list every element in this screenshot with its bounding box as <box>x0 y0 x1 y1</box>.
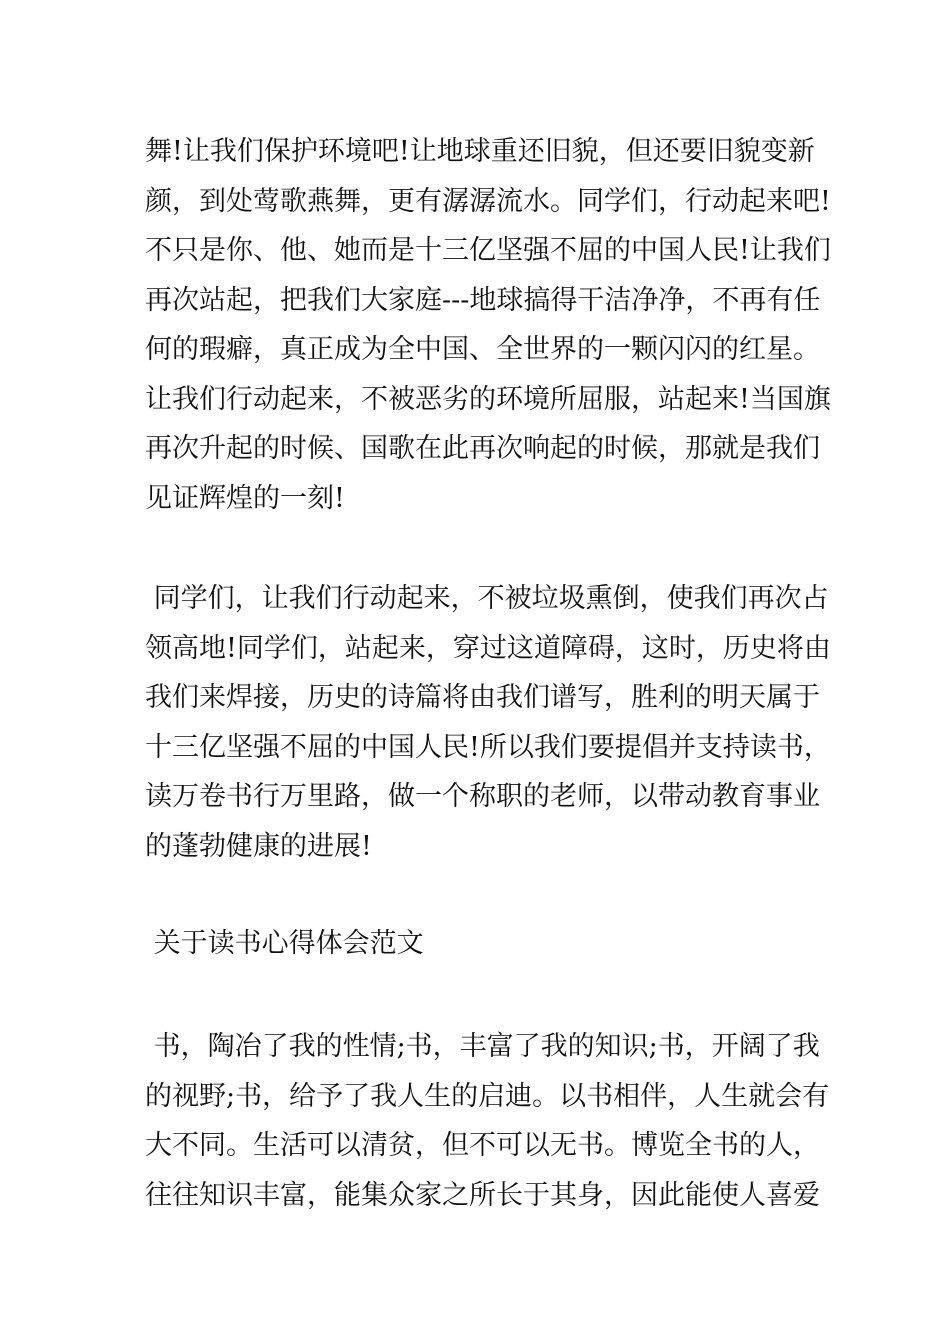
text-line: 我们来焊接，历史的诗篇将由我们谱写，胜利的明天属于 <box>145 682 820 713</box>
text-line: 让我们行动起来，不被恶劣的环境所屈服，站起来!当国旗 <box>145 383 831 415</box>
text-line: 再次升起的时候、国歌在此再次响起的时候，那就是我们 <box>145 433 820 464</box>
section-heading <box>145 919 809 969</box>
text-line: 再次站起，把我们大家庭---地球搞得干洁净净，不再有任 <box>145 284 821 316</box>
heading-text: 关于读书心得体会范文 <box>145 928 424 959</box>
text-line: 领高地!同学们，站起来，穿过这道障碍，这时，历史将由 <box>145 632 831 664</box>
paragraph-environment <box>145 127 831 523</box>
paragraph-call-to-action <box>145 574 831 871</box>
text-line: 往往知识丰富，能集众家之所长于其身，因此能使人喜爱 <box>145 1179 820 1211</box>
text-line: 读万卷书行万里路，做一个称职的老师，以带动教育事业 <box>145 781 820 812</box>
text-line: 颜，到处莺歌燕舞，更有潺潺流水。同学们，行动起来吧! <box>145 185 831 217</box>
text-line: 大不同。生活可以清贫，但不可以无书。博览全书的人， <box>145 1130 820 1161</box>
text-line: 的蓬勃健康的进展! <box>145 830 372 862</box>
paragraph-reading <box>145 1022 830 1220</box>
text-line: 何的瑕癖，真正成为全中国、全世界的一颗闪闪的红星。 <box>145 334 820 365</box>
text-line: 见证辉煌的一刻! <box>145 482 345 514</box>
text-line: 同学们，让我们行动起来，不被垃圾熏倒，使我们再次占 <box>145 583 829 614</box>
text-line: 十三亿坚强不屈的中国人民!所以我们要提倡并支持读书， <box>145 731 831 763</box>
text-line: 舞!让我们保护环境吧!让地球重还旧貌，但还要旧貌变新 <box>145 136 815 167</box>
text-line: 的视野;书，给予了我人生的启迪。以书相伴，人生就会有 <box>145 1080 830 1112</box>
text-line: 不只是你、他、她而是十三亿坚强不屈的中国人民!让我们 <box>145 235 831 266</box>
text-line: 书，陶冶了我的性情;书，丰富了我的知识;书，开阔了我 <box>145 1031 820 1062</box>
